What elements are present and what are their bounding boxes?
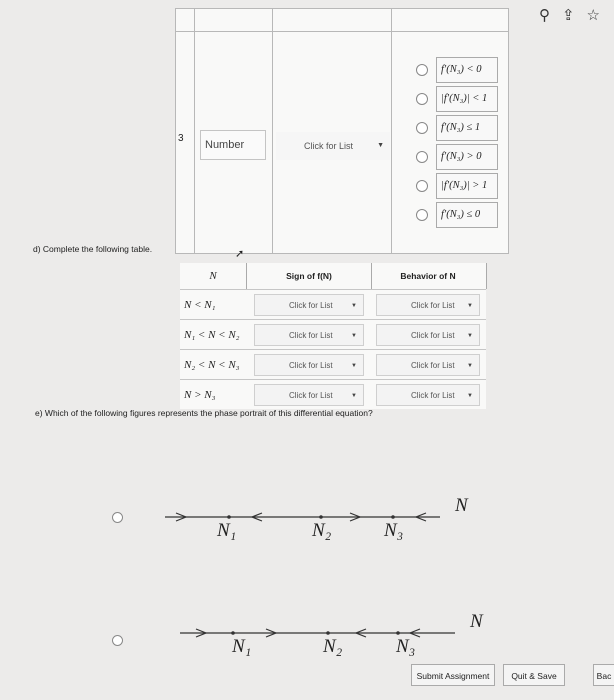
sign-select[interactable] (254, 384, 364, 406)
header-behavior: Behavior of N (370, 263, 487, 289)
chevron-down-icon: ▼ (467, 333, 473, 339)
point-label-n3: N₃ (384, 520, 404, 541)
upper-table (175, 8, 509, 254)
list-select[interactable] (276, 132, 390, 160)
condition-cell: N < N₁ (184, 299, 216, 311)
behavior-table (180, 263, 486, 409)
table-divider (272, 9, 273, 253)
axis-label-n: N (455, 495, 468, 516)
number-input[interactable]: Number (200, 130, 266, 160)
option-item[interactable] (406, 142, 498, 171)
star-icon[interactable]: ☆ (586, 7, 600, 24)
behavior-select-label: Click for List (411, 391, 455, 400)
chevron-down-icon: ▼ (467, 393, 473, 399)
option-label: |f′(N₃)| < 1 (436, 86, 498, 112)
mouse-cursor-icon: ➚ (235, 248, 245, 260)
option-item[interactable] (406, 84, 498, 113)
table-divider (176, 31, 508, 32)
phase-line-a (0, 490, 614, 570)
condition-options (406, 55, 498, 229)
option-item[interactable] (406, 171, 498, 200)
radio-button[interactable] (416, 64, 428, 76)
point-label-n2: N₂ (323, 636, 343, 657)
option-label: f′(N₃) > 0 (436, 144, 498, 170)
table-divider (194, 9, 195, 253)
sign-select[interactable] (254, 324, 364, 346)
search-icon[interactable]: ⚲ (538, 7, 550, 24)
behavior-select[interactable] (376, 384, 480, 406)
point-label-n2: N₂ (312, 520, 332, 541)
sign-select-label: Click for List (289, 331, 333, 340)
quit-save-button[interactable]: Quit & Save (503, 664, 565, 686)
radio-button[interactable] (416, 151, 428, 163)
behavior-select-label: Click for List (411, 331, 455, 340)
option-label: f′(N₃) ≤ 0 (436, 202, 498, 228)
sign-select-label: Click for List (289, 301, 333, 310)
list-select-label: Click for List (304, 141, 354, 151)
sign-select-label: Click for List (289, 391, 333, 400)
option-item[interactable] (406, 200, 498, 229)
behavior-select[interactable] (376, 294, 480, 316)
point-label-n1: N₁ (232, 636, 252, 657)
header-n: N (209, 270, 217, 282)
table-row (180, 319, 486, 350)
phase-portrait-option-a (0, 490, 614, 570)
option-label: f′(N₃) < 0 (436, 57, 498, 83)
behavior-select-label: Click for List (411, 361, 455, 370)
sign-select-label: Click for List (289, 361, 333, 370)
condition-cell: N > N₃ (184, 389, 216, 401)
sign-select[interactable] (254, 294, 364, 316)
axis-label-n: N (470, 611, 483, 632)
part-d-label: d) Complete the following table. (33, 244, 153, 254)
behavior-select-label: Click for List (411, 301, 455, 310)
chevron-down-icon: ▼ (467, 363, 473, 369)
radio-button[interactable] (416, 122, 428, 134)
table-row (180, 289, 486, 320)
option-item[interactable] (406, 113, 498, 142)
chevron-down-icon: ▼ (351, 333, 357, 339)
chevron-down-icon: ▼ (467, 303, 473, 309)
row-number: 3 (178, 133, 184, 144)
back-button[interactable]: Bac (593, 664, 614, 686)
radio-button[interactable] (416, 180, 428, 192)
radio-button[interactable] (416, 93, 428, 105)
submit-assignment-button[interactable]: Submit Assignment (411, 664, 495, 686)
condition-cell: N₁ < N < N₂ (184, 329, 240, 341)
chevron-down-icon: ▼ (377, 142, 384, 149)
point-label-n1: N₁ (217, 520, 237, 541)
point-label-n3: N₃ (396, 636, 416, 657)
table-divider (391, 9, 392, 253)
behavior-select[interactable] (376, 354, 480, 376)
top-toolbar (539, 6, 600, 24)
share-icon[interactable]: ⇪ (561, 7, 575, 24)
chevron-down-icon: ▼ (351, 303, 357, 309)
option-label: f′(N₃) ≤ 1 (436, 115, 498, 141)
part-e-label: e) Which of the following figures represents the phase portrait of this differential equation? (35, 408, 373, 418)
sign-select[interactable] (254, 354, 364, 376)
table-row (180, 379, 486, 410)
option-item[interactable] (406, 55, 498, 84)
header-sign: Sign of f(N) (246, 263, 372, 289)
condition-cell: N₂ < N < N₃ (184, 359, 240, 371)
option-label: |f′(N₃)| > 1 (436, 173, 498, 199)
radio-button[interactable] (416, 209, 428, 221)
behavior-select[interactable] (376, 324, 480, 346)
chevron-down-icon: ▼ (351, 363, 357, 369)
table-row (180, 349, 486, 380)
chevron-down-icon: ▼ (351, 393, 357, 399)
